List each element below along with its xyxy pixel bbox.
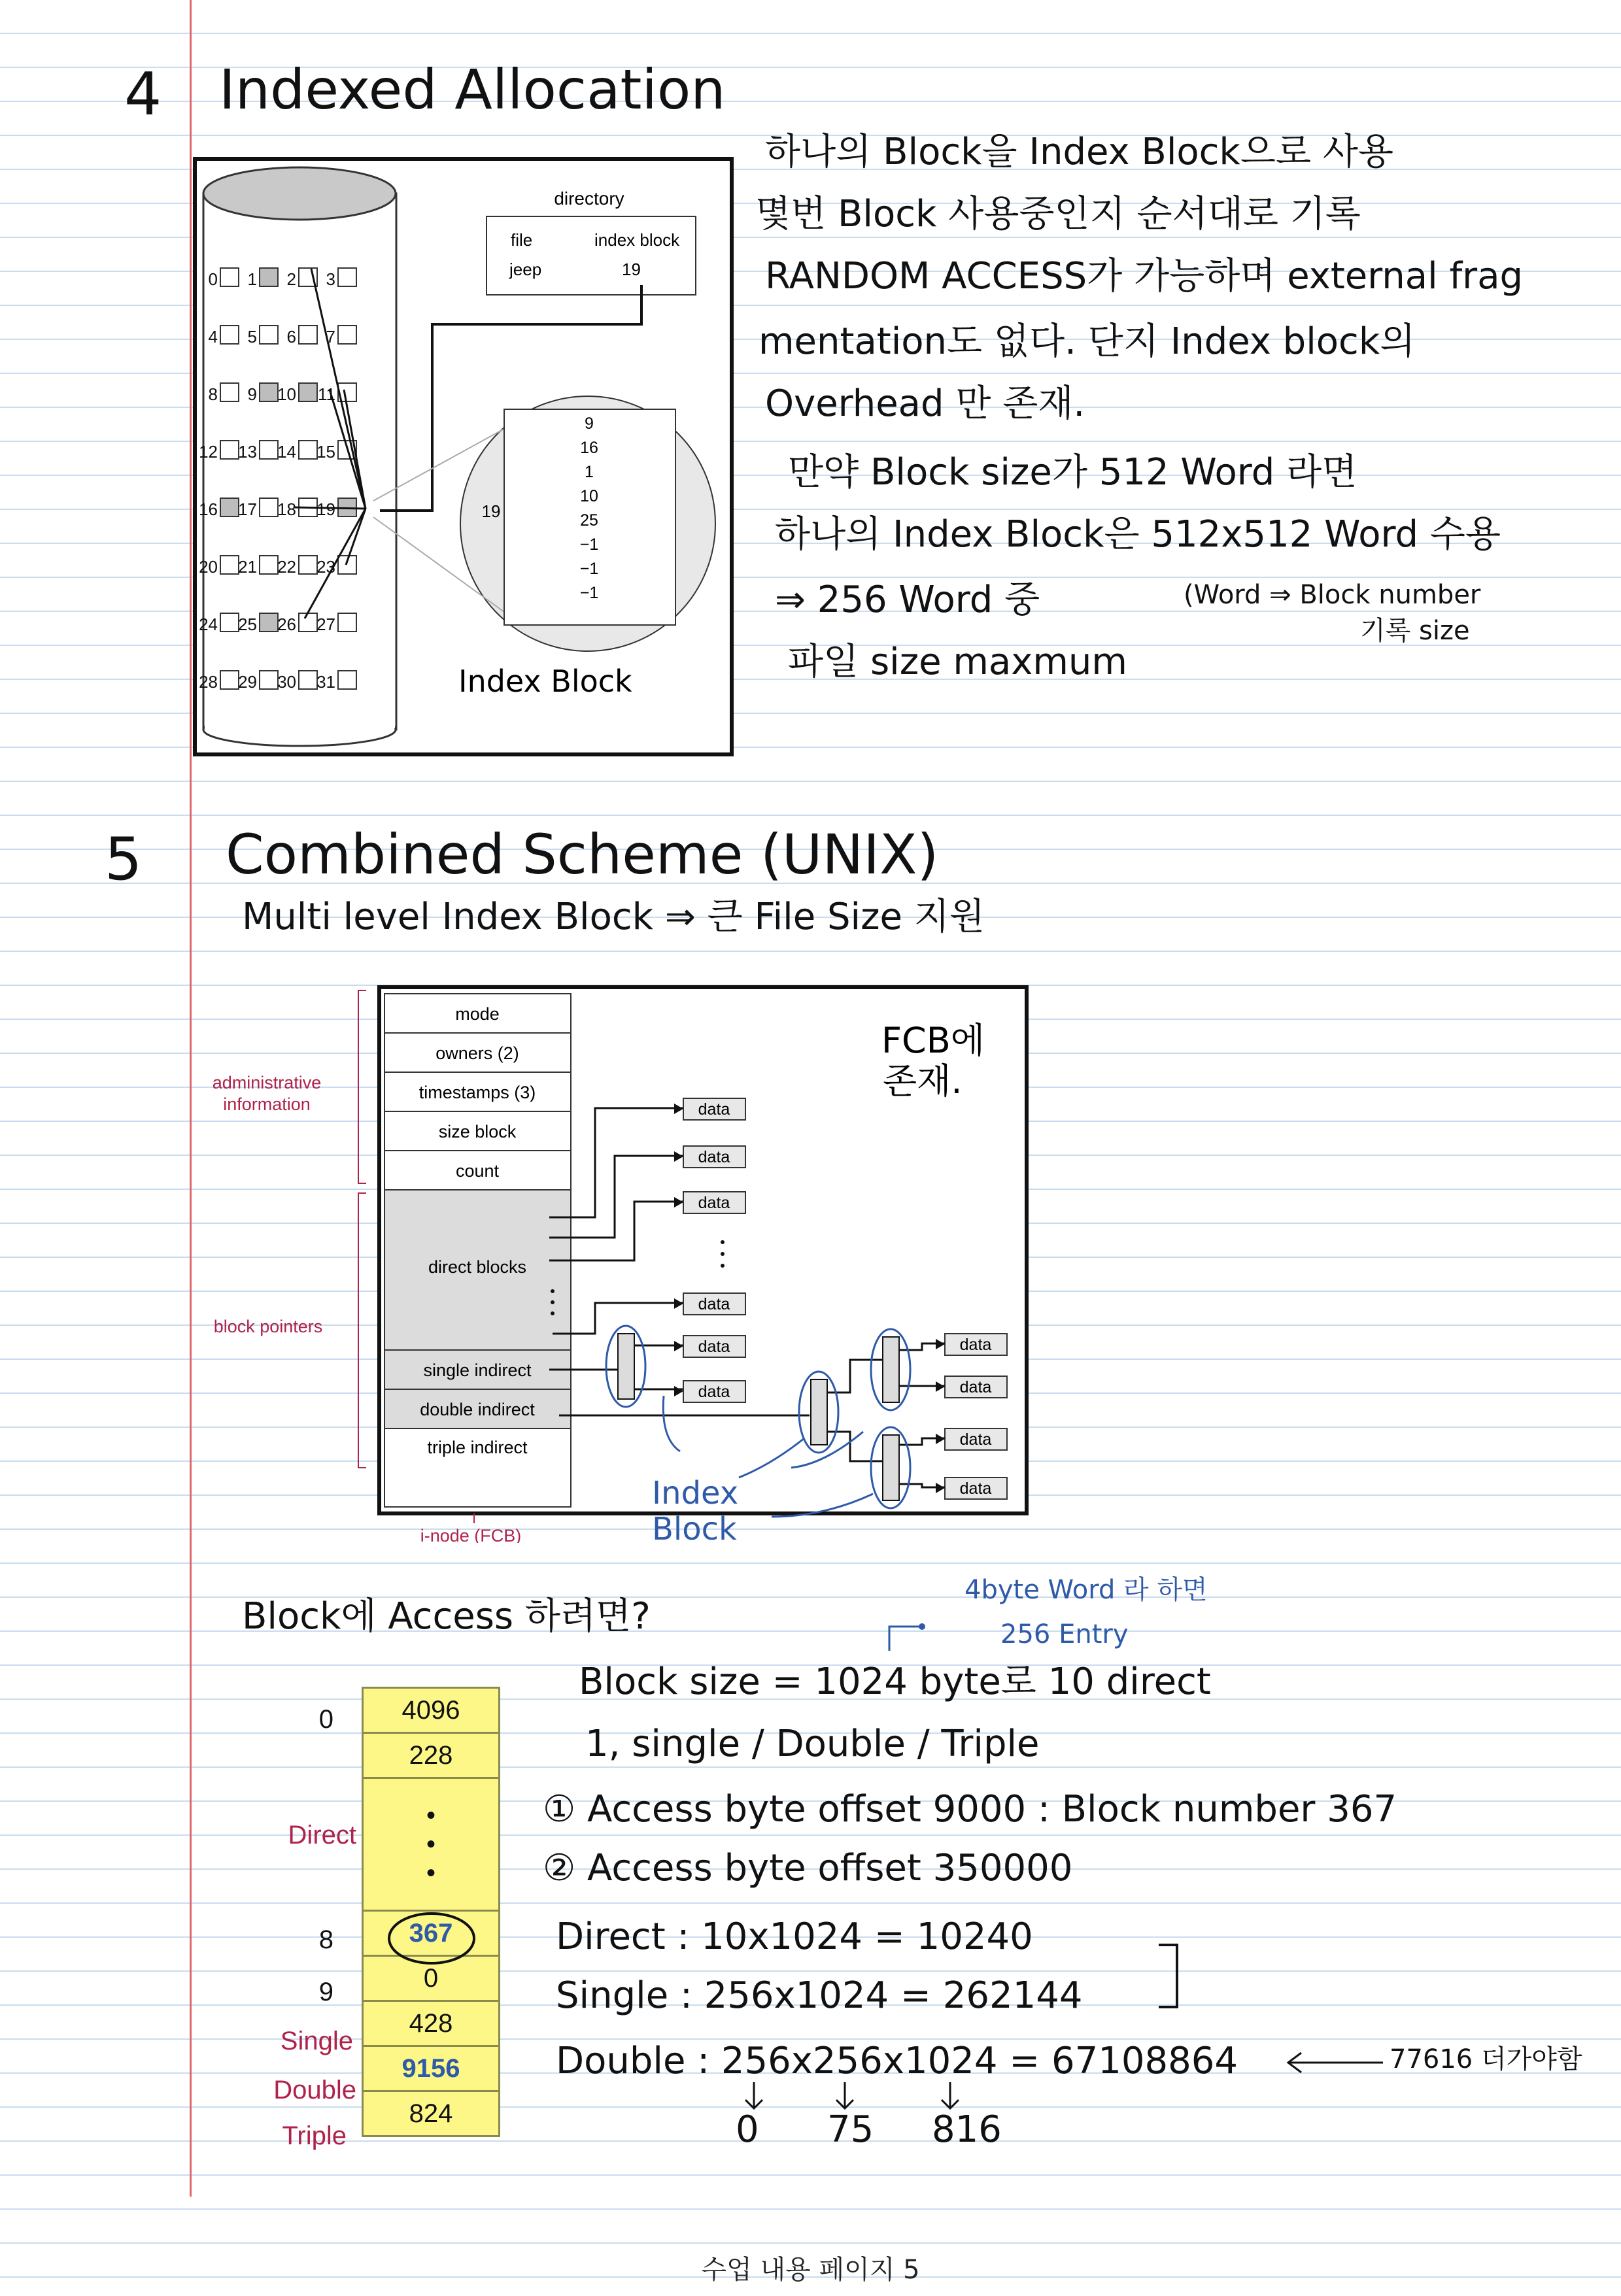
double-arrow-note: 77616 더가야함 [1390, 2044, 1582, 2074]
table-label-triple: Triple [282, 2121, 347, 2150]
table-cell-single: 428 [363, 2001, 500, 2046]
data-label: data [698, 1383, 730, 1401]
breakdown-arrows [732, 2079, 994, 2118]
index-block-annotation: Index Block [458, 664, 632, 699]
directory-title: directory [554, 188, 624, 209]
calc-line-3: ① Access byte offset 9000 : Block number 367 [543, 1788, 1397, 1831]
data-label: data [698, 1148, 730, 1166]
access-title: Block에 Access 하려면? [242, 1595, 651, 1638]
data-label: data [959, 1479, 992, 1498]
triple-indirect-label: triple indirect [427, 1438, 528, 1457]
disk-block-label: 4 [208, 327, 218, 346]
disk-block-label: 27 [316, 615, 335, 634]
left-arrow [1282, 2050, 1386, 2076]
data-label: data [959, 1336, 992, 1354]
section-4-number: 4 [124, 60, 162, 129]
disk-block-label: 16 [199, 499, 218, 519]
disk-block-label: 20 [199, 557, 218, 577]
table-label-9: 9 [318, 1978, 333, 2006]
disk-block-label: 2 [286, 269, 296, 289]
disk-block-label: 22 [277, 557, 296, 577]
disk-block [299, 441, 317, 459]
table-cell-triple: 824 [363, 2091, 500, 2136]
blue-arrow [883, 1615, 935, 1654]
data-label: data [698, 1338, 730, 1356]
section-5-subtitle: Multi level Index Block ⇒ 큰 File Size 지원 [242, 896, 985, 938]
table-cell-9: 0 [363, 1956, 500, 2001]
data-label: data [698, 1194, 730, 1212]
disk-block [220, 441, 239, 459]
single-indirect-label: single indirect [423, 1360, 532, 1380]
section-4-title: Indexed Allocation [219, 58, 726, 122]
index-value: 25 [580, 511, 598, 530]
direct-blocks-label: direct blocks [428, 1257, 527, 1277]
s4-note-4: mentation도 없다. 단지 Index block의 [759, 320, 1416, 363]
inode-field: size block [438, 1122, 517, 1141]
disk-block [299, 326, 317, 344]
calc-line-7: Double : 256x256x1024 = 67108864 [556, 2040, 1238, 2082]
disk-block-label: 15 [316, 442, 335, 462]
disk-block-label: 12 [199, 442, 218, 462]
s4-aside-2: 기록 size [1360, 616, 1470, 646]
disk-block-label: 29 [238, 672, 257, 692]
disk-block [299, 671, 317, 689]
s4-note-6: 만약 Block size가 512 Word 라면 [788, 451, 1357, 494]
inode-field: timestamps (3) [418, 1083, 536, 1102]
disk-block-label: 30 [277, 672, 296, 692]
disk-block [220, 556, 239, 574]
disk-block-label: 9 [247, 384, 257, 404]
disk-block [299, 613, 317, 632]
disk-block [260, 268, 278, 286]
disk-block [338, 326, 356, 344]
s4-note-3: RANDOM ACCESS가 가능하며 external frag [765, 255, 1524, 297]
index-value: 16 [580, 439, 598, 457]
index-note-2: Block [652, 1511, 737, 1543]
disk-block [260, 326, 278, 344]
breakdown-1: 75 [827, 2108, 874, 2151]
index-value: 10 [580, 487, 598, 505]
disk-block [299, 556, 317, 574]
disk-block [299, 383, 317, 401]
disk-block-label: 14 [277, 442, 296, 462]
index-value: −1 [579, 535, 599, 554]
admin-info-label-1: administrative [212, 1073, 322, 1092]
margin-line [190, 0, 192, 2197]
calc-line-2: 1, single / Double / Triple [585, 1723, 1040, 1765]
disk-block-label: 24 [199, 615, 218, 634]
s4-note-8: ⇒ 256 Word 중 [775, 579, 1040, 621]
calc-line-1: Block size = 1024 byte로 10 direct [579, 1661, 1211, 1703]
inode-label: i-node (FCB) [420, 1526, 522, 1543]
index-note-1: Index [652, 1475, 739, 1511]
index-value: −1 [579, 584, 599, 602]
disk-block [338, 613, 356, 632]
disk-block-label: 5 [247, 327, 257, 346]
calc-line-5: Direct : 10x1024 = 10240 [556, 1916, 1033, 1958]
disk-block-label: 25 [238, 615, 257, 634]
disk-block [338, 268, 356, 286]
table-label-8: 8 [318, 1925, 333, 1954]
disk-block-label: 18 [277, 499, 296, 519]
admin-info-label-2: information [223, 1094, 311, 1114]
calc-line-6: Single : 256x1024 = 262144 [556, 1974, 1083, 2017]
table-cell-1: 228 [363, 1733, 500, 1778]
s4-note-5: Overhead 만 존재. [765, 382, 1085, 425]
table-cell-dots: • • • [363, 1778, 500, 1911]
s4-note-9: 파일 size maxmum [788, 641, 1127, 683]
inode-field: owners (2) [435, 1043, 519, 1063]
disk-block-label: 10 [277, 384, 296, 404]
disk-block [220, 383, 239, 401]
section-5-number: 5 [105, 825, 143, 894]
disk-block-label: 28 [199, 672, 218, 692]
section-5-title: Combined Scheme (UNIX) [226, 822, 939, 886]
disk-block-label: 3 [326, 269, 335, 289]
disk-block [220, 326, 239, 344]
block-pointers-label: block pointers [213, 1317, 323, 1336]
col-index-block: index block [594, 230, 680, 250]
s4-aside-1: (Word ⇒ Block number [1184, 580, 1481, 610]
disk-block [260, 383, 278, 401]
index-label: 19 [481, 501, 501, 521]
indexed-allocation-figure [193, 157, 734, 756]
disk-block [220, 613, 239, 632]
disk-block-label: 19 [316, 499, 335, 519]
blue-note-1: 4byte Word 라 하면 [964, 1575, 1208, 1605]
col-file: file [511, 230, 533, 250]
disk-block [220, 498, 239, 516]
disk-block-label: 26 [277, 615, 296, 634]
calc-line-4: ② Access byte offset 350000 [543, 1847, 1073, 1889]
disk-block-label: 13 [238, 442, 257, 462]
table-cell-8: 367 [363, 1911, 500, 1956]
table-label-single: Single [280, 2027, 353, 2055]
table-cell-double: 9156 [363, 2046, 500, 2091]
disk-block-label: 8 [208, 384, 218, 404]
breakdown-0: 0 [736, 2108, 759, 2151]
disk-block [220, 268, 239, 286]
table-label-direct: Direct [288, 1821, 356, 1849]
disk-block [260, 556, 278, 574]
data-label: data [698, 1295, 730, 1313]
fcb-note-2: 존재. [883, 1060, 963, 1102]
disk-block-label: 7 [326, 327, 335, 346]
table-label-double: Double [273, 2076, 356, 2104]
index-value: −1 [579, 560, 599, 578]
table-label-0: 0 [318, 1705, 333, 1734]
blue-note-2: 256 Entry [1000, 1619, 1129, 1649]
disk-block-label: 11 [318, 384, 335, 404]
data-label: data [698, 1100, 730, 1119]
fcb-note-1: FCB에 [881, 1020, 985, 1061]
disk-block [220, 671, 239, 689]
file-name: jeep [509, 260, 542, 279]
indexed-allocation-diagram [197, 161, 730, 752]
table-cell-0: 4096 [363, 1688, 500, 1733]
disk-block-label: 6 [286, 327, 296, 346]
s4-note-7: 하나의 Index Block은 512x512 Word 수용 [775, 513, 1501, 556]
data-label: data [959, 1378, 992, 1396]
page-footer: 수업 내용 페이지 5 [701, 2255, 920, 2285]
inode-diagram [196, 981, 1046, 1543]
data-label: data [959, 1430, 992, 1449]
disk-block-label: 23 [316, 557, 335, 577]
disk-block-label: 0 [208, 269, 218, 289]
bracket-right [1157, 1942, 1184, 2014]
disk-block [260, 613, 278, 632]
s4-note-2: 몇번 Block 사용중인지 순서대로 기록 [755, 193, 1361, 235]
circle-367 [383, 1909, 481, 1968]
disk-block-label: 31 [316, 672, 335, 692]
index-value: 9 [585, 414, 594, 433]
disk-block-label: 21 [238, 557, 257, 577]
s4-note-1: 하나의 Block을 Index Block으로 사용 [765, 131, 1394, 173]
inode-figure [196, 981, 1046, 1543]
double-indirect-label: double indirect [420, 1400, 535, 1419]
disk-block-label: 1 [247, 269, 257, 289]
disk-block-label: 17 [238, 499, 257, 519]
inode-field: mode [455, 1004, 500, 1024]
file-index: 19 [622, 260, 641, 279]
index-value: 1 [585, 463, 594, 481]
disk-block [260, 498, 278, 516]
breakdown-2: 816 [932, 2108, 1002, 2151]
disk-block [260, 441, 278, 459]
disk-block [338, 671, 356, 689]
disk-block [260, 671, 278, 689]
inode-field: count [455, 1161, 500, 1181]
